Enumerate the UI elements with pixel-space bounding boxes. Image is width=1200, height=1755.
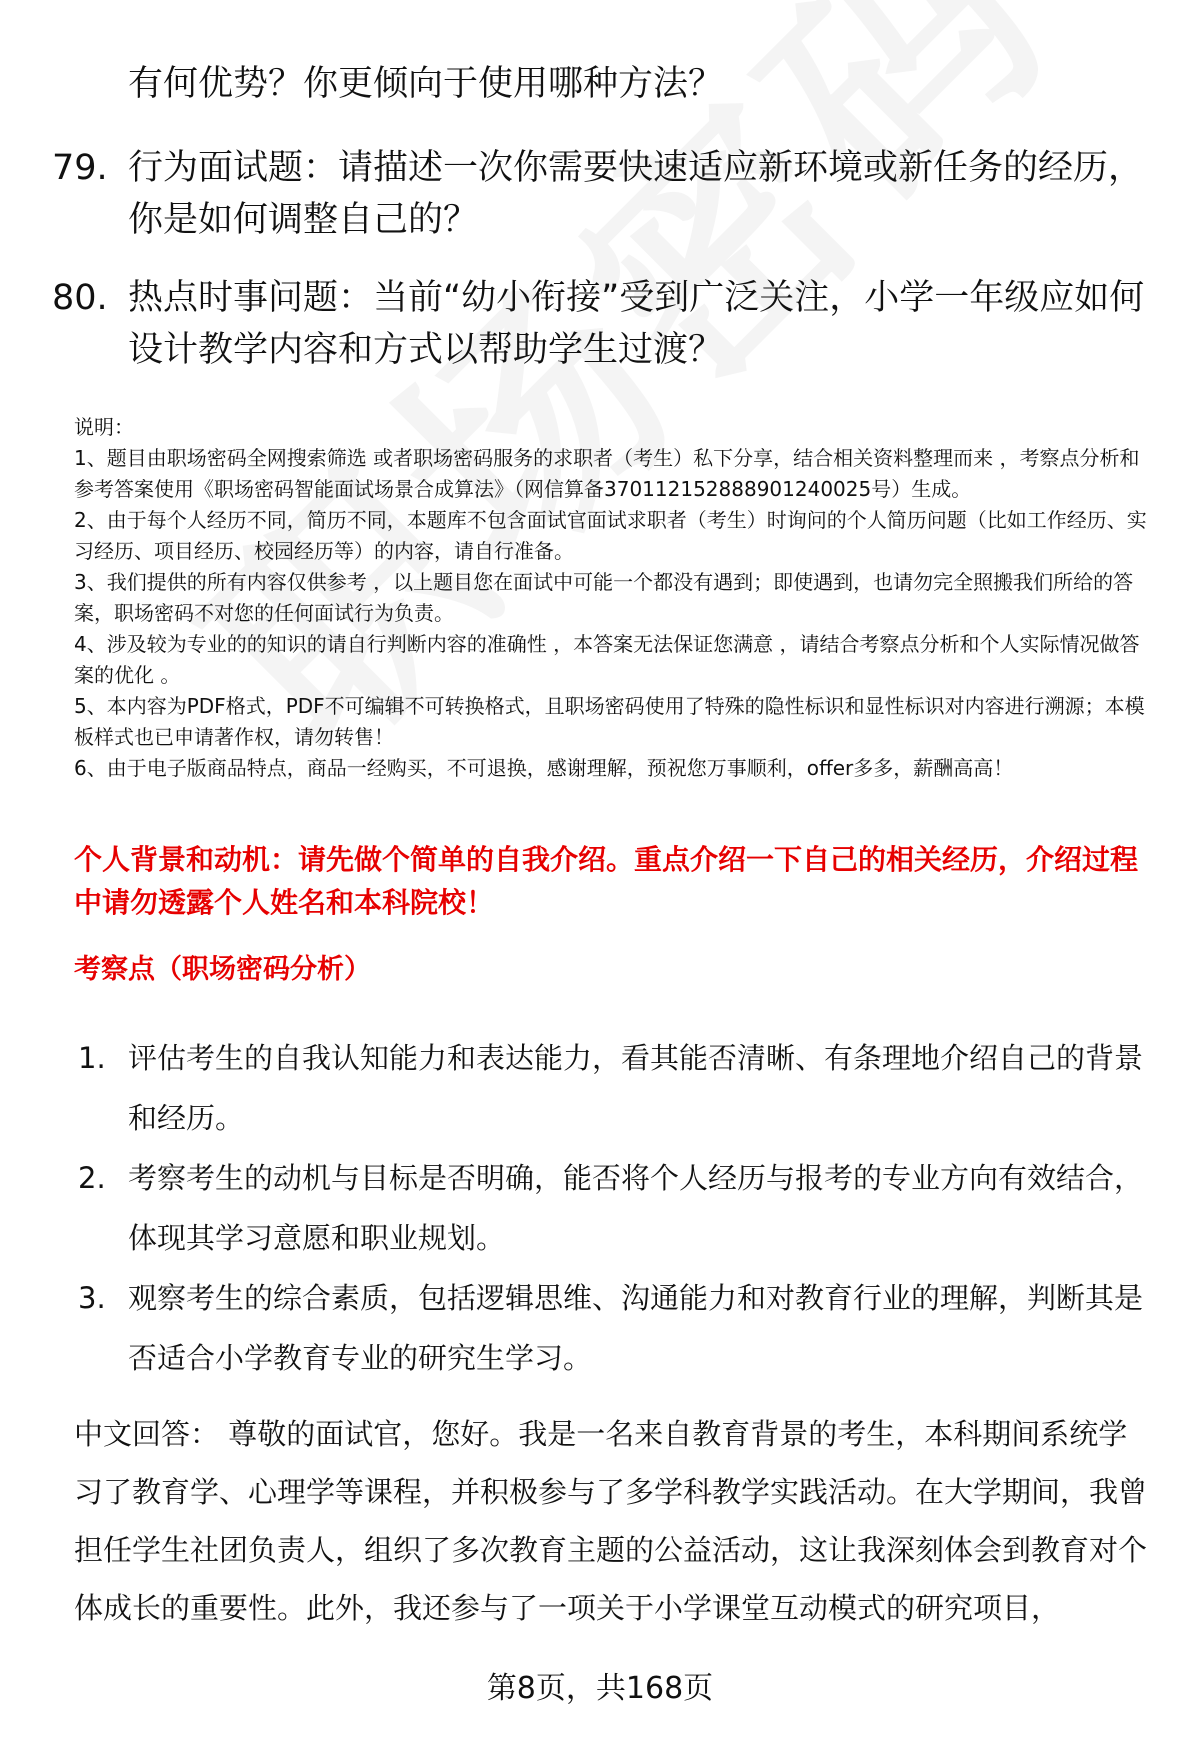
- answer-block: [74, 1405, 1156, 1637]
- question-number: 79.: [52, 148, 108, 188]
- note-item: 5、本内容为PDF格式，PDF不可编辑不可转换格式，且职场密码使用了特殊的隐性标识和显性标识对内容进行溯源；本模板样式也已申请著作权，请勿转售！: [74, 694, 1145, 749]
- notes-title: 说明：: [74, 415, 134, 439]
- point-text: 观察考生的综合素质，包括逻辑思维、沟通能力和对教育行业的理解，判断其是否适合小学教育专业的研究生学习。: [128, 1281, 1144, 1375]
- analysis-point: [78, 1268, 1158, 1388]
- question-text: 行为面试题：请描述一次你需要快速适应新环境或新任务的经历，你是如何调整自己的？: [128, 148, 1144, 240]
- analysis-points: [78, 1028, 1158, 1388]
- note-item: 4、涉及较为专业的的知识的请自行判断内容的准确性 ，本答案无法保证您满意 ，请结合考察点分析和个人实际情况做答案的优化 。: [74, 632, 1140, 687]
- previous-question-tail: 有何优势？你更倾向于使用哪种方法？: [128, 64, 724, 104]
- page-footer: 第8页，共168页: [486, 1671, 714, 1706]
- note-item: 2、由于每个人经历不同，简历不同，本题库不包含面试官面试求职者（考生）时询问的个人简历问题（比如工作经历、实习经历、项目经历、校园经历等）的内容，请自行准备。: [74, 508, 1147, 563]
- answer-text: 尊敬的面试官，您好。我是一名来自教育背景的考生，本科期间系统学习了教育学、心理学等课程，并积极参与了多学科教学实践活动。在大学期间，我曾担任学生社团负责人，组织了多次教育主题的公益活动，这让我深刻体会到教育对个体成长的重要性。此外，我还参与了一项关于小学课堂互动模式的研究项目，: [74, 1417, 1148, 1625]
- answer-label: 中文回答：: [74, 1417, 220, 1451]
- point-text: 考察考生的动机与目标是否明确，能否将个人经历与报考的专业方向有效结合，体现其学习意愿和职业规划。: [128, 1161, 1144, 1255]
- analysis-point: [78, 1028, 1158, 1148]
- analysis-point: [78, 1148, 1158, 1268]
- point-number: 3.: [78, 1281, 106, 1315]
- note-item: 1、题目由职场密码全网搜索筛选 或者职场密码服务的求职者（考生）私下分享，结合相关资料整理而来 ，考察点分析和参考答案使用《职场密码智能面试场景合成算法》（网信算备370112152888901240025号）生成。: [74, 446, 1140, 501]
- focus-question: 个人背景和动机：请先做个简单的自我介绍。重点介绍一下自己的相关经历，介绍过程中请勿透露个人姓名和本科院校！: [74, 843, 1139, 919]
- point-number: 1.: [78, 1041, 106, 1075]
- question-number: 80.: [52, 278, 108, 318]
- analysis-title: 考察点（职场密码分析）: [74, 954, 371, 985]
- point-number: 2.: [78, 1161, 106, 1195]
- note-item: 6、由于电子版商品特点，商品一经购买，不可退换，感谢理解，预祝您万事顺利，offer多多，薪酬高高！: [74, 756, 1014, 780]
- disclaimer-notes: [74, 412, 1158, 784]
- question-text: 热点时事问题：当前“幼小衔接”受到广泛关注，小学一年级应如何设计教学内容和方式以帮助学生过渡？: [128, 278, 1145, 370]
- point-text: 评估考生的自我认知能力和表达能力，看其能否清晰、有条理地介绍自己的背景和经历。: [128, 1041, 1144, 1135]
- note-item: 3、我们提供的所有内容仅供参考 ，以上题目您在面试中可能一个都没有遇到；即使遇到，也请勿完全照搬我们所给的答案，职场密码不对您的任何面试行为负责。: [74, 570, 1134, 625]
